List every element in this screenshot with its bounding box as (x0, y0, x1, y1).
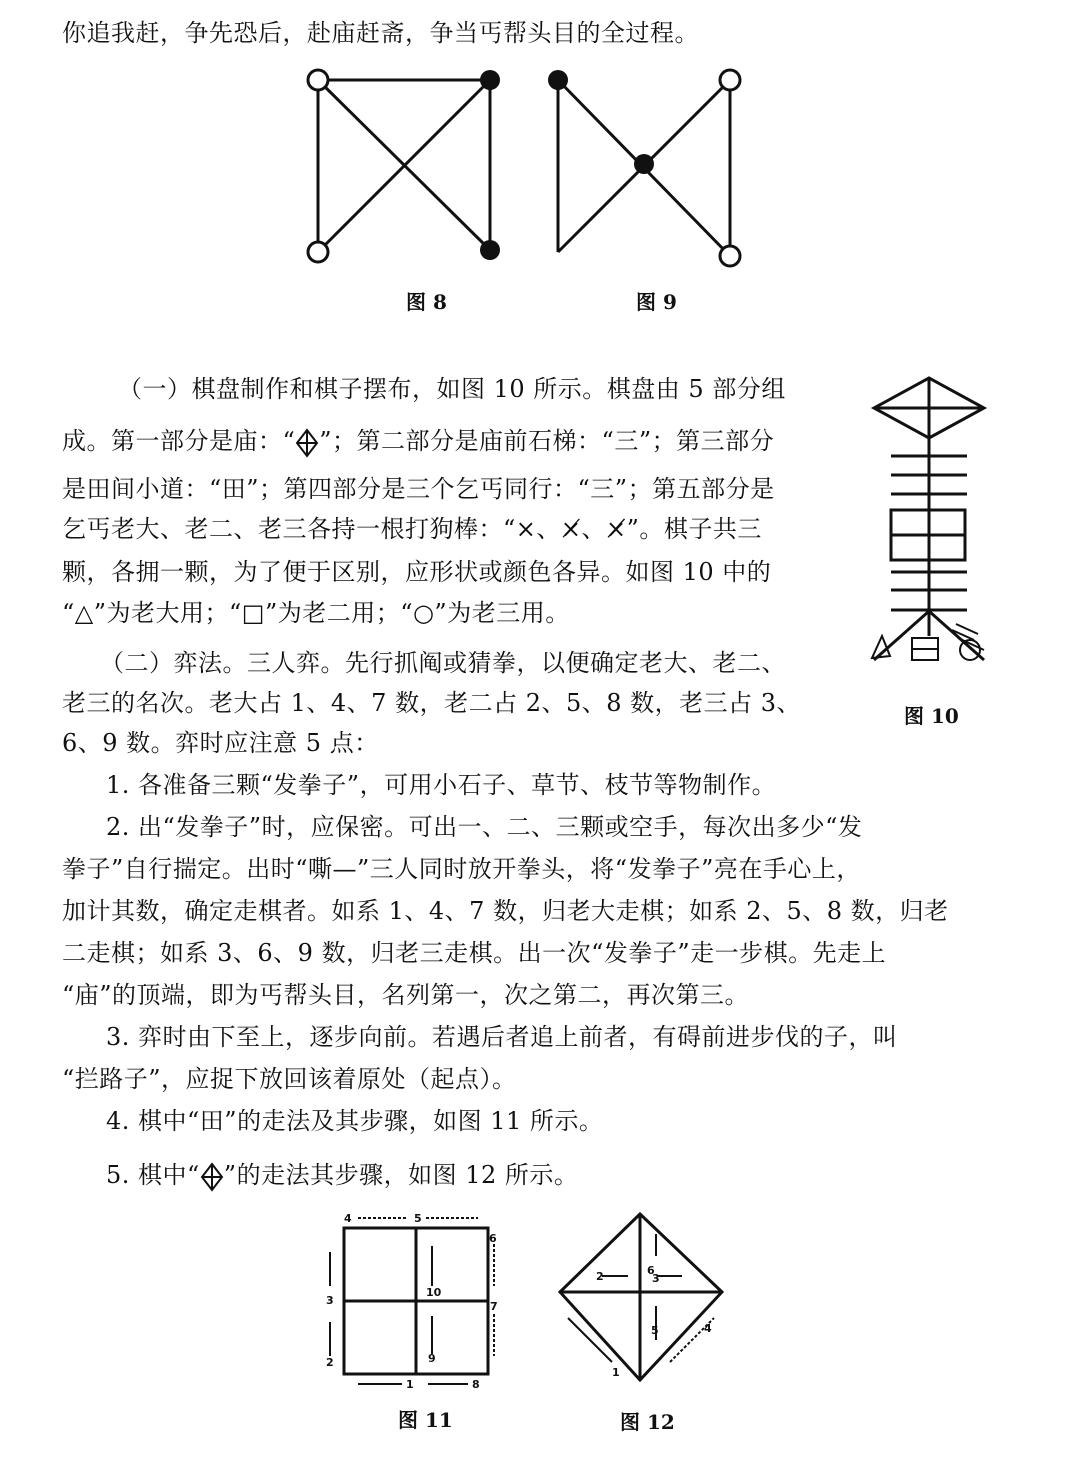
temple-icon (200, 1162, 224, 1192)
text-line-6: 颗，各拥一颗，为了便于区别，应形状或颜色各异。如图 10 中的 (62, 558, 772, 586)
figure-12 (552, 1206, 742, 1396)
fig12-label: 6 (647, 1264, 655, 1277)
figure-10 (866, 374, 996, 674)
fig11-label: 7 (490, 1300, 498, 1313)
fig12-label: 4 (704, 1322, 712, 1335)
fig11-label: 2 (326, 1356, 334, 1369)
figure-10-caption: 图 10 (904, 704, 959, 728)
text-line-17: 3. 弈时由下至上，逐步向前。若遇后者追上前者，有碍前进步伐的子，叫 (106, 1023, 898, 1051)
fig11-label: 8 (472, 1378, 480, 1391)
fig11-label: 1 (406, 1378, 414, 1391)
figure-8-caption: 图 8 (406, 290, 447, 314)
text-segment: ”的走法其步骤，如图 12 所示。 (223, 1161, 579, 1189)
figure-9 (540, 60, 760, 280)
text-line-14: 加计其数，确定走棋者。如系 1、4、7 数，归老大走棋；如系 2、5、8 数，归老 (62, 897, 949, 925)
text-line-10: 6、9 数。弈时应注意 5 点： (62, 729, 379, 757)
fig12-label: 1 (612, 1366, 620, 1379)
figure-11-caption: 图 11 (398, 1408, 453, 1432)
text-line-12: 2. 出“发拳子”时，应保密。可出一、二、三颗或空手，每次出多少“发 (106, 813, 863, 841)
fig11-label: 3 (326, 1294, 334, 1307)
text-line-4: 是田间小道：“田”；第四部分是三个乞丐同行：“三”；第五部分是 (62, 475, 775, 503)
text-line-2: （一）棋盘制作和棋子摆布，如图 10 所示。棋盘由 5 部分组 (118, 375, 786, 403)
figure-8 (300, 60, 520, 280)
text-line-16: “庙”的顶端，即为丐帮头目，名列第一，次之第二，再次第三。 (62, 981, 750, 1009)
temple-icon (295, 428, 319, 458)
fig12-label: 2 (596, 1270, 604, 1283)
text-line-5: 乞丐老大、老二、老三各持一根打狗棒：“×、×̸、×̸̸”。棋子共三 (62, 515, 762, 543)
text-line-15: 二走棋；如系 3、6、9 数，归老三走棋。出一次“发拳子”走一步棋。先走上 (62, 939, 887, 967)
fig11-label: 5 (414, 1212, 422, 1225)
text-line-11: 1. 各准备三颗“发拳子”，可用小石子、草节、枝节等物制作。 (106, 771, 777, 799)
text-segment: ”；第二部分是庙前石梯：“三”；第三部分 (319, 427, 775, 455)
fig12-label: 5 (651, 1324, 659, 1337)
fig12-label: 3 (652, 1272, 660, 1285)
fig11-label: 4 (344, 1212, 352, 1225)
text-line-20 (106, 1160, 578, 1192)
fig11-label: 9 (428, 1352, 436, 1365)
text-line-8: （二）弈法。三人弈。先行抓阄或猜拳，以便确定老大、老二、 (100, 649, 786, 677)
text-line-18: “拦路子”，应捉下放回该着原处（起点）。 (62, 1065, 517, 1093)
text-line-13: 拳子”自行揣定。出时“嘶—”三人同时放开拳头，将“发拳子”亮在手心上， (62, 855, 861, 883)
text-line-7: “△”为老大用；“□”为老二用；“○”为老三用。 (62, 599, 570, 627)
figure-9-caption: 图 9 (636, 290, 677, 314)
text-line-19: 4. 棋中“田”的走法及其步骤，如图 11 所示。 (106, 1107, 604, 1135)
text-segment: 成。第一部分是庙：“ (62, 427, 296, 455)
figure-12-caption: 图 12 (620, 1410, 675, 1434)
fig11-label: 10 (426, 1286, 442, 1299)
text-line-3 (62, 426, 774, 458)
text-line-9: 老三的名次。老大占 1、4、7 数，老二占 2、5、8 数，老三占 3、 (62, 689, 802, 717)
figure-11 (318, 1206, 508, 1396)
text-segment: 5. 棋中“ (106, 1161, 200, 1189)
fig11-label: 6 (489, 1232, 497, 1245)
text-line-1: 你追我赶，争先恐后，赴庙赶斋，争当丐帮头目的全过程。 (62, 19, 699, 47)
